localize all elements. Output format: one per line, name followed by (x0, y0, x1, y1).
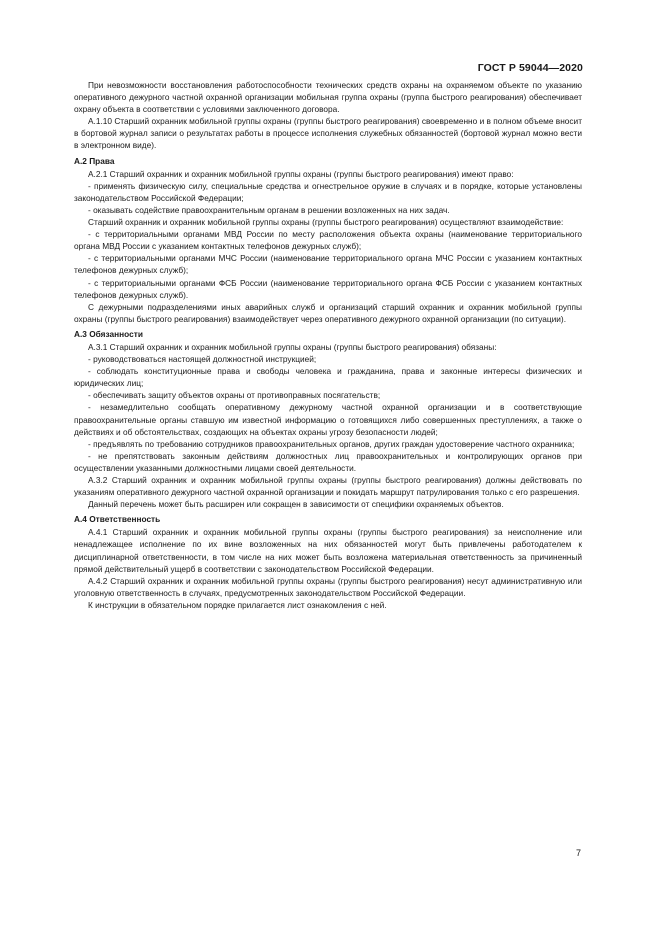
paragraph: При невозможности восстановления работоспособности технических средств охраны на охраняемом объекте по указанию оперативного дежурного частной охранной организации мобильная группа охраны (группа быстрого реагирования) обеспечивает охрану объекта в соответствии с условиями заключенного договора. (74, 80, 582, 115)
paragraph: А.3.1 Старший охранник и охранник мобильной группы охраны (группы быстрого реагирования) обязаны: (88, 341, 497, 352)
document-code: ГОСТ Р 59044—2020 (477, 62, 583, 74)
paragraph: А.4.1 Старший охранник и охранник мобильной группы охраны (группы быстрого реагирования) за неисполнение или ненадлежащее исполнение по их вине возложенных на них обязанностей могут быть привлечены работодателем к дисциплинарной ответственности, в том числе на них может быть возложена материальная ответственность за причиненный прямой действительный ущерб в соответствии с законодательством Российской Федерации. (74, 527, 582, 574)
list-item: - не препятствовать законным действиям должностных лиц правоохранительных и контролирующих органов при осуществлении указанными должностными лицами своей деятельности. (74, 450, 582, 473)
list-item: - применять физическую силу, специальные средства и огнестрельное оружие в случаях и в порядке, которые установлены законодательством Российской Федерации; (74, 180, 582, 203)
document-body (74, 79, 582, 611)
paragraph: Старший охранник и охранник мобильной группы охраны (группы быстрого реагирования) осуществляют взаимодействие: (88, 217, 564, 228)
section-heading-duties: А.3 Обязанности (74, 328, 143, 339)
list-item: - руководствоваться настоящей должностной инструкцией; (88, 354, 317, 365)
section-heading-responsibility: А.4 Ответственность (74, 514, 161, 525)
paragraph: Данный перечень может быть расширен или сокращен в зависимости от специфики охраняемых объектов. (88, 499, 504, 510)
paragraph: А.1.10 Старший охранник мобильной группы охраны (группы быстрого реагирования) своевременно и в полном объеме вносит в бортовой журнал записи о результатах работы в процессе исполнения служебных обязанностей (бортовой журнал можно вести в электронном виде). (74, 116, 582, 151)
list-item: - с территориальными органами МВД России по месту расположения объекта охраны (наименование территориального органа МВД России с указанием контактных телефонов дежурных служб); (74, 229, 582, 252)
paragraph: С дежурными подразделениями иных аварийных служб и организаций старший охранник и охранник мобильной группы охраны (группы быстрого реагирования) взаимодействует через оперативного дежурного охранной организации (по ситуации). (74, 301, 582, 324)
list-item: - соблюдать конституционные права и свободы человека и гражданина, права и законные интересы физических и юридических лиц; (74, 366, 582, 389)
paragraph: А.2.1 Старший охранник и охранник мобильной группы охраны (группы быстрого реагирования) имеют право: (88, 168, 514, 179)
paragraph: А.3.2 Старший охранник и охранник мобильной группы охраны (группы быстрого реагирования) должны действовать по указаниям оперативного дежурного частной охранной организации и покидать маршрут патрулирования только с его разрешения. (74, 475, 582, 498)
paragraph: А.4.2 Старший охранник и охранник мобильной группы охраны (группы быстрого реагирования) несут административную или уголовную ответственность в случаях, предусмотренных законодательством Российской Федерации. (74, 575, 582, 598)
list-item: - с территориальными органами МЧС России (наименование территориального органа МЧС России с указанием контактных телефонов дежурных служб); (74, 253, 582, 276)
list-item: - незамедлительно сообщать оперативному дежурному частной охранной организации и в соответствующие правоохранительные органы ставшую им известной информацию о готовящихся либо совершенных преступлениях, а также о действиях и об обстоятельствах, создающих на объектах охраны угрозу безопасности людей; (74, 402, 582, 437)
paragraph: К инструкции в обязательном порядке прилагается лист ознакомления с ней. (88, 599, 387, 610)
list-item: - обеспечивать защиту объектов охраны от противоправных посягательств; (88, 390, 381, 401)
list-item: - предъявлять по требованию сотрудников правоохранительных органов, других граждан удостоверение частного охранника; (88, 438, 575, 449)
list-item: - оказывать содействие правоохранительным органам в решении возложенных на них задач. (88, 204, 450, 215)
section-heading-rights: А.2 Права (74, 155, 115, 166)
page-number: 7 (575, 848, 581, 858)
list-item: - с территориальными органами ФСБ России (наименование территориального органа ФСБ России с указанием контактных телефонов дежурных служб). (74, 277, 582, 300)
